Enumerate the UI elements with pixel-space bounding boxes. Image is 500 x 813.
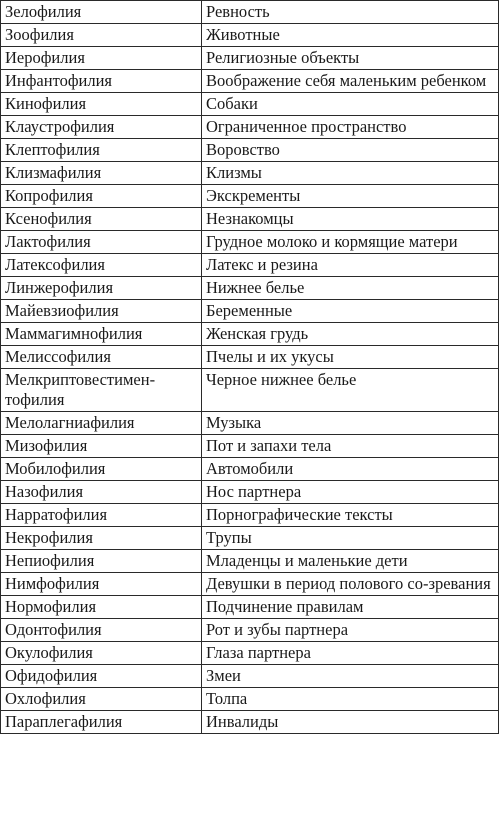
meaning-cell: Порнографические тексты bbox=[202, 504, 499, 527]
meaning-cell: Животные bbox=[202, 24, 499, 47]
term-cell: Маммагимнофилия bbox=[1, 323, 202, 346]
meaning-cell: Нос партнера bbox=[202, 481, 499, 504]
table-row bbox=[1, 323, 499, 346]
term-cell: Охлофилия bbox=[1, 688, 202, 711]
term-cell: Клизмафилия bbox=[1, 162, 202, 185]
table-row bbox=[1, 93, 499, 116]
table-row bbox=[1, 116, 499, 139]
meaning-cell: Собаки bbox=[202, 93, 499, 116]
meaning-cell: Автомобили bbox=[202, 458, 499, 481]
term-cell: Мобилофилия bbox=[1, 458, 202, 481]
table-row bbox=[1, 550, 499, 573]
term-cell: Параплегафилия bbox=[1, 711, 202, 734]
meaning-cell: Грудное молоко и кормящие матери bbox=[202, 231, 499, 254]
table-row bbox=[1, 24, 499, 47]
term-cell: Мелиссофилия bbox=[1, 346, 202, 369]
meaning-cell: Клизмы bbox=[202, 162, 499, 185]
term-cell: Одонтофилия bbox=[1, 619, 202, 642]
meaning-cell: Рот и зубы партнера bbox=[202, 619, 499, 642]
meaning-cell: Латекс и резина bbox=[202, 254, 499, 277]
table-row bbox=[1, 642, 499, 665]
table-row bbox=[1, 139, 499, 162]
meaning-cell: Ревность bbox=[202, 1, 499, 24]
term-cell: Зоофилия bbox=[1, 24, 202, 47]
term-cell: Окулофилия bbox=[1, 642, 202, 665]
meaning-cell: Воображение себя маленьким ребенком bbox=[202, 70, 499, 93]
term-cell: Латексофилия bbox=[1, 254, 202, 277]
table-row bbox=[1, 70, 499, 93]
meaning-cell: Подчинение правилам bbox=[202, 596, 499, 619]
table-row bbox=[1, 300, 499, 323]
glossary-body bbox=[1, 1, 499, 734]
table-row bbox=[1, 596, 499, 619]
term-cell: Клаустрофилия bbox=[1, 116, 202, 139]
meaning-cell: Женская грудь bbox=[202, 323, 499, 346]
meaning-cell: Воровство bbox=[202, 139, 499, 162]
table-row bbox=[1, 277, 499, 300]
table-row bbox=[1, 412, 499, 435]
meaning-cell: Музыка bbox=[202, 412, 499, 435]
term-cell: Зелофилия bbox=[1, 1, 202, 24]
meaning-cell: Змеи bbox=[202, 665, 499, 688]
term-cell: Клептофилия bbox=[1, 139, 202, 162]
table-row bbox=[1, 185, 499, 208]
meaning-cell: Толпа bbox=[202, 688, 499, 711]
term-cell: Непиофилия bbox=[1, 550, 202, 573]
table-row bbox=[1, 47, 499, 70]
meaning-cell: Нижнее белье bbox=[202, 277, 499, 300]
meaning-cell: Экскременты bbox=[202, 185, 499, 208]
table-row bbox=[1, 665, 499, 688]
table-row bbox=[1, 162, 499, 185]
term-cell: Нормофилия bbox=[1, 596, 202, 619]
table-row bbox=[1, 254, 499, 277]
meaning-cell: Беременные bbox=[202, 300, 499, 323]
term-cell: Нимфофилия bbox=[1, 573, 202, 596]
table-row bbox=[1, 458, 499, 481]
meaning-cell: Пчелы и их укусы bbox=[202, 346, 499, 369]
term-cell: Мизофилия bbox=[1, 435, 202, 458]
term-cell: Нарратофилия bbox=[1, 504, 202, 527]
term-cell: Кинофилия bbox=[1, 93, 202, 116]
table-row bbox=[1, 346, 499, 369]
table-row bbox=[1, 504, 499, 527]
term-cell: Назофилия bbox=[1, 481, 202, 504]
term-cell: Мелкриптовестимен-тофилия bbox=[1, 369, 202, 412]
table-row bbox=[1, 573, 499, 596]
term-cell: Майевзиофилия bbox=[1, 300, 202, 323]
term-cell: Иерофилия bbox=[1, 47, 202, 70]
term-cell: Линжерофилия bbox=[1, 277, 202, 300]
meaning-cell: Инвалиды bbox=[202, 711, 499, 734]
term-cell: Лактофилия bbox=[1, 231, 202, 254]
term-cell: Некрофилия bbox=[1, 527, 202, 550]
term-cell: Копрофилия bbox=[1, 185, 202, 208]
table-row bbox=[1, 619, 499, 642]
meaning-cell: Религиозные объекты bbox=[202, 47, 499, 70]
term-cell: Офидофилия bbox=[1, 665, 202, 688]
meaning-cell: Ограниченное пространство bbox=[202, 116, 499, 139]
term-cell: Инфантофилия bbox=[1, 70, 202, 93]
table-row bbox=[1, 688, 499, 711]
term-cell: Ксенофилия bbox=[1, 208, 202, 231]
term-cell: Мелолагниафилия bbox=[1, 412, 202, 435]
table-row bbox=[1, 1, 499, 24]
table-row bbox=[1, 208, 499, 231]
table-row bbox=[1, 711, 499, 734]
table-row bbox=[1, 527, 499, 550]
meaning-cell: Трупы bbox=[202, 527, 499, 550]
table-row bbox=[1, 481, 499, 504]
meaning-cell: Глаза партнера bbox=[202, 642, 499, 665]
meaning-cell: Незнакомцы bbox=[202, 208, 499, 231]
table-row bbox=[1, 231, 499, 254]
meaning-cell: Пот и запахи тела bbox=[202, 435, 499, 458]
meaning-cell: Черное нижнее белье bbox=[202, 369, 499, 412]
table-row bbox=[1, 435, 499, 458]
table-row bbox=[1, 369, 499, 412]
meaning-cell: Девушки в период полового со-зревания bbox=[202, 573, 499, 596]
meaning-cell: Младенцы и маленькие дети bbox=[202, 550, 499, 573]
